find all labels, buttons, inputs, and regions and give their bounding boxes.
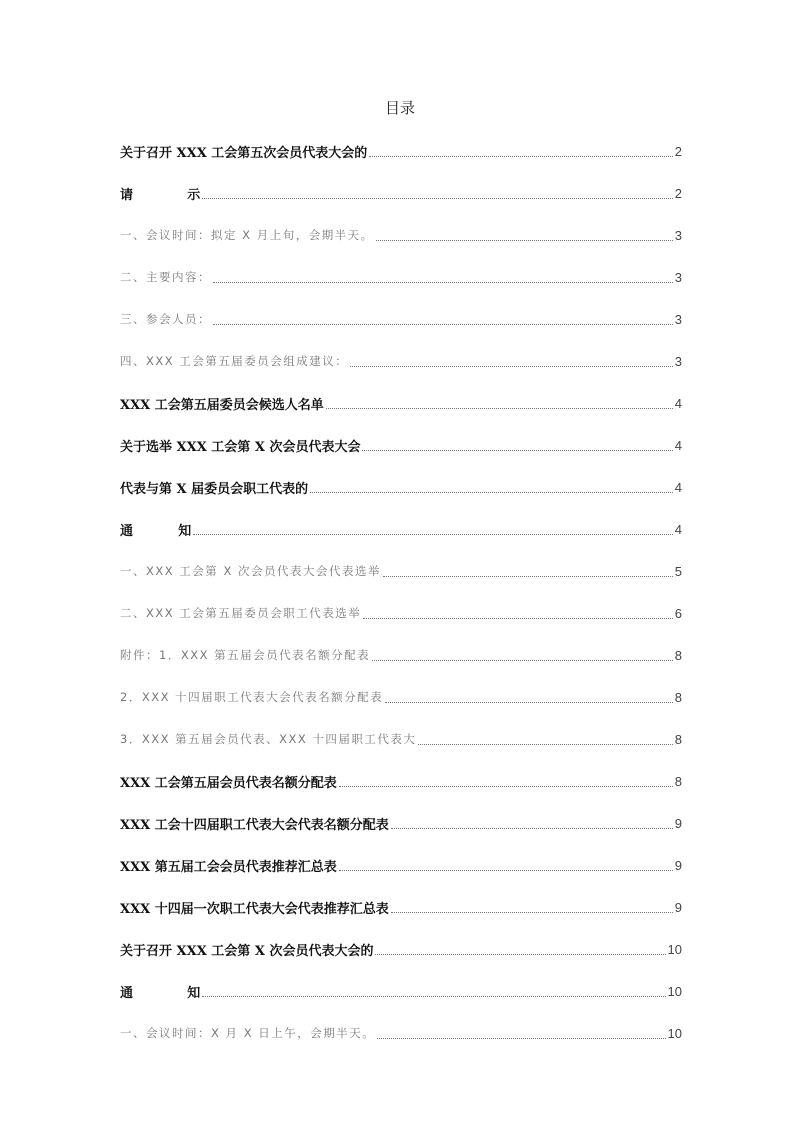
- dot-leader: [377, 1037, 665, 1039]
- toc-entry-text: XXX 工会十四届职工代表大会代表名额分配表: [120, 817, 389, 833]
- toc-entry[interactable]: [120, 508, 682, 550]
- dot-leader: [385, 701, 673, 703]
- dot-leader: [339, 785, 673, 787]
- toc-entry-text: 三、参会人员：: [120, 312, 211, 326]
- toc-page-number: 4: [674, 437, 682, 453]
- toc-page-number: 9: [674, 857, 682, 873]
- toc-entry[interactable]: [120, 634, 682, 676]
- dot-leader: [202, 995, 665, 997]
- toc-page-number: 3: [674, 269, 682, 285]
- toc-entry-text: 四、XXX 工会第五届委员会组成建议：: [120, 354, 349, 368]
- toc-entry[interactable]: [120, 676, 682, 718]
- toc-page-number: 4: [674, 395, 682, 411]
- toc-entry-text: 一、XXX 工会第 X 次会员代表大会代表选举: [120, 564, 381, 578]
- toc-entry[interactable]: [120, 214, 682, 256]
- toc-entry[interactable]: [120, 340, 682, 382]
- toc-entry[interactable]: [120, 382, 682, 424]
- dot-leader: [193, 533, 673, 535]
- toc-page-number: 3: [674, 353, 682, 369]
- toc-page-number: 10: [667, 983, 682, 999]
- dot-leader: [372, 659, 673, 661]
- toc-entry[interactable]: [120, 928, 682, 970]
- toc-page-number: 10: [667, 941, 682, 957]
- toc-entry[interactable]: [120, 970, 682, 1012]
- dot-leader: [418, 743, 672, 745]
- toc-entry[interactable]: [120, 844, 682, 886]
- dot-leader: [310, 491, 673, 493]
- toc-entry-text: 一、会议时间：拟定 X 月上旬，会期半天。: [120, 228, 374, 242]
- toc-entry-text: 关于召开 XXX 工会第 X 次会员代表大会的: [120, 943, 374, 959]
- toc-page-number: 10: [667, 1025, 682, 1041]
- toc-page-number: 2: [674, 185, 682, 201]
- dot-leader: [339, 869, 673, 871]
- toc-page-number: 9: [674, 899, 682, 915]
- toc-title: 目录: [384, 99, 415, 117]
- toc-entry-text: 请 示: [120, 187, 201, 203]
- toc-page-number: 8: [674, 647, 682, 663]
- toc-entry[interactable]: [120, 886, 682, 928]
- toc-entry-text: XXX 工会第五届会员代表名额分配表: [120, 775, 337, 791]
- toc-entry-text: 通 知: [120, 985, 201, 1001]
- dot-leader: [363, 617, 672, 619]
- dot-leader: [376, 239, 673, 241]
- toc-entry-text: 代表与第 X 届委员会职工代表的: [120, 481, 309, 497]
- toc-page-number: 4: [674, 521, 682, 537]
- toc-page-number: 4: [674, 479, 682, 495]
- dot-leader: [362, 449, 672, 451]
- toc-entry-text: 附件：1．XXX 第五届会员代表名额分配表: [120, 648, 371, 662]
- toc-entry[interactable]: [120, 802, 682, 844]
- toc-page-number: 2: [674, 143, 682, 159]
- dot-leader: [375, 953, 665, 955]
- dot-leader: [213, 323, 673, 325]
- toc-entry-text: 关于召开 XXX 工会第五次会员代表大会的: [120, 145, 368, 161]
- toc-entry[interactable]: [120, 466, 682, 508]
- toc-entry-text: 关于选举 XXX 工会第 X 次会员代表大会: [120, 439, 361, 455]
- toc-entry-text: 一、会议时间：X 月 X 日上午，会期半天。: [120, 1026, 376, 1040]
- dot-leader: [391, 911, 673, 913]
- toc-entry[interactable]: [120, 256, 682, 298]
- table-of-contents: [120, 130, 682, 1054]
- toc-entry-text: XXX 第五届工会会员代表推荐汇总表: [120, 859, 337, 875]
- toc-page-number: 6: [674, 605, 682, 621]
- toc-entry[interactable]: [120, 130, 682, 172]
- dot-leader: [383, 575, 673, 577]
- toc-page-number: 3: [674, 227, 682, 243]
- dot-leader: [391, 827, 673, 829]
- toc-entry[interactable]: [120, 760, 682, 802]
- toc-entry[interactable]: [120, 172, 682, 214]
- dot-leader: [202, 197, 672, 199]
- toc-page-number: 5: [674, 563, 682, 579]
- toc-entry-text: 通 知: [120, 523, 192, 539]
- dot-leader: [326, 407, 673, 409]
- dot-leader: [213, 281, 673, 283]
- dot-leader: [369, 155, 672, 157]
- toc-entry[interactable]: [120, 718, 682, 760]
- toc-entry-text: 3．XXX 第五届会员代表、XXX 十四届职工代表大: [120, 732, 417, 746]
- toc-entry[interactable]: [120, 298, 682, 340]
- toc-page-number: 8: [674, 773, 682, 789]
- toc-page-number: 3: [674, 311, 682, 327]
- toc-entry[interactable]: [120, 550, 682, 592]
- dot-leader: [350, 365, 672, 367]
- toc-page-number: 8: [674, 731, 682, 747]
- toc-entry-text: XXX 十四届一次职工代表大会代表推荐汇总表: [120, 901, 389, 917]
- toc-entry[interactable]: [120, 592, 682, 634]
- toc-entry-text: XXX 工会第五届委员会候选人名单: [120, 397, 324, 413]
- toc-entry[interactable]: [120, 1012, 682, 1054]
- toc-page-number: 9: [674, 815, 682, 831]
- toc-entry-text: 二、XXX 工会第五届委员会职工代表选举: [120, 606, 362, 620]
- toc-entry-text: 二、主要内容：: [120, 270, 211, 284]
- toc-page-number: 8: [674, 689, 682, 705]
- toc-entry[interactable]: [120, 424, 682, 466]
- toc-entry-text: 2．XXX 十四届职工代表大会代表名额分配表: [120, 690, 384, 704]
